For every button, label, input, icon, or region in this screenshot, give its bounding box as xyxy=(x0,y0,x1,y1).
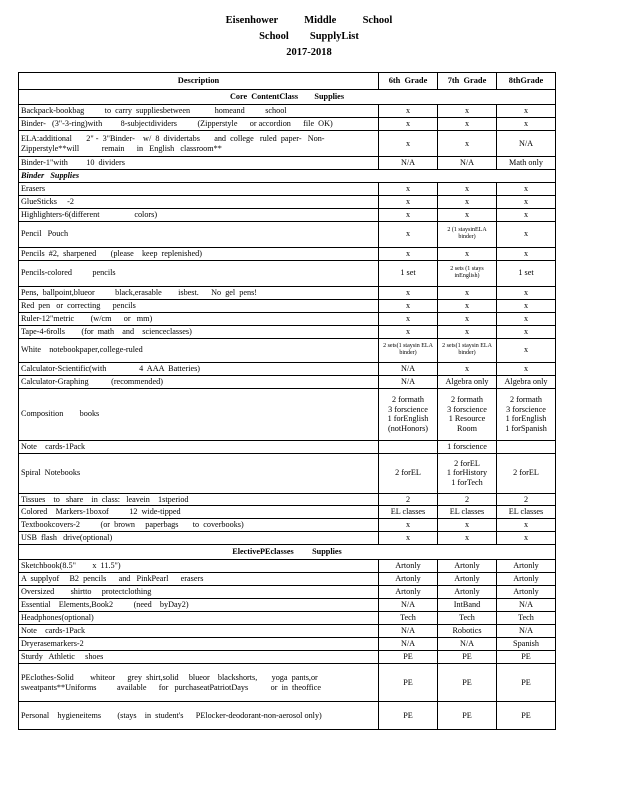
table-row xyxy=(19,105,556,118)
table-row xyxy=(19,118,556,131)
grade-6-value: EL classes xyxy=(379,506,438,519)
grade-6-value xyxy=(379,440,438,453)
grade-7-value: EL classes xyxy=(438,506,497,519)
grade-6-value: N/A xyxy=(379,638,438,651)
grade-6-value: x xyxy=(379,105,438,118)
table-row xyxy=(19,453,556,493)
item-description: Backpack-bookbag to carry suppliesbetween homeand school xyxy=(19,105,379,118)
supply-table xyxy=(18,72,556,730)
section-header-row xyxy=(19,545,556,560)
table-row xyxy=(19,312,556,325)
grade-6-value: x xyxy=(379,247,438,260)
grade-6-value: Artonly xyxy=(379,573,438,586)
grade-6-value: N/A xyxy=(379,375,438,388)
grade-7-value: x xyxy=(438,131,497,157)
item-description: Spiral Notebooks xyxy=(19,453,379,493)
grade-7-value: Algebra only xyxy=(438,375,497,388)
item-description: Composition books xyxy=(19,388,379,440)
table-row xyxy=(19,625,556,638)
grade-7-value: PE xyxy=(438,651,497,664)
grade-7-value: Artonly xyxy=(438,573,497,586)
grade-6-value: N/A xyxy=(379,599,438,612)
item-description: A supplyof B2 pencils and PinkPearl erasers xyxy=(19,573,379,586)
table-row xyxy=(19,532,556,545)
grade-8-value: N/A xyxy=(497,131,556,157)
table-row xyxy=(19,440,556,453)
table-row xyxy=(19,519,556,532)
table-row xyxy=(19,506,556,519)
grade-6-value: x xyxy=(379,221,438,247)
table-row xyxy=(19,493,556,506)
grade-8-value: x xyxy=(497,195,556,208)
item-description: Colored Markers-1boxof 12 wide-tipped xyxy=(19,506,379,519)
table-row xyxy=(19,599,556,612)
table-row xyxy=(19,195,556,208)
grade-7-value: PE xyxy=(438,702,497,730)
table-row xyxy=(19,208,556,221)
table-row xyxy=(19,638,556,651)
table-row xyxy=(19,388,556,440)
grade-8-value: EL classes xyxy=(497,506,556,519)
grade-7-value: PE xyxy=(438,664,497,702)
grade-8-value: PE xyxy=(497,651,556,664)
item-description: White notebookpaper,college-ruled xyxy=(19,338,379,362)
grade-6-value: Artonly xyxy=(379,586,438,599)
table-row xyxy=(19,362,556,375)
item-description: Pens, ballpoint,blueor black,erasable isbest. No gel pens! xyxy=(19,286,379,299)
item-description: Highlighters-6(different colors) xyxy=(19,208,379,221)
table-row xyxy=(19,131,556,157)
item-description: Red pen or correcting pencils xyxy=(19,299,379,312)
table-row xyxy=(19,221,556,247)
grade-8-value: x xyxy=(497,118,556,131)
column-header-6th-grade: 6th Grade xyxy=(379,73,438,90)
grade-6-value: 2 xyxy=(379,493,438,506)
item-description: GlueSticks -2 xyxy=(19,195,379,208)
grade-6-value: x xyxy=(379,299,438,312)
grade-7-value: x xyxy=(438,532,497,545)
table-row xyxy=(19,157,556,170)
grade-7-value: x xyxy=(438,118,497,131)
grade-8-value: x xyxy=(497,338,556,362)
item-description: Erasers xyxy=(19,182,379,195)
table-row xyxy=(19,651,556,664)
grade-7-value: 2 sets(1 staysin ELA binder) xyxy=(438,338,497,362)
item-description: Ruler-12"metric (w/cm or mm) xyxy=(19,312,379,325)
grade-7-value: 2 formath 3 forscience 1 Resource Room xyxy=(438,388,497,440)
table-row xyxy=(19,375,556,388)
grade-8-value: PE xyxy=(497,664,556,702)
grade-6-value: x xyxy=(379,286,438,299)
item-description: Tissues to share in class: leavein 1stperiod xyxy=(19,493,379,506)
table-row xyxy=(19,612,556,625)
grade-6-value: Tech xyxy=(379,612,438,625)
grade-6-value: 2 forEL xyxy=(379,453,438,493)
grade-6-value: x xyxy=(379,182,438,195)
grade-6-value: N/A xyxy=(379,157,438,170)
table-row xyxy=(19,338,556,362)
grade-8-value: 2 formath 3 forscience 1 forEnglish 1 forSpanish xyxy=(497,388,556,440)
item-description: Dryerasemarkers-2 xyxy=(19,638,379,651)
grade-8-value: x xyxy=(497,299,556,312)
grade-7-value: x xyxy=(438,519,497,532)
grade-6-value: PE xyxy=(379,702,438,730)
grade-7-value: x xyxy=(438,247,497,260)
table-row xyxy=(19,560,556,573)
table-row xyxy=(19,286,556,299)
grade-7-value: Robotics xyxy=(438,625,497,638)
grade-8-value: 1 set xyxy=(497,260,556,286)
grade-8-value: PE xyxy=(497,702,556,730)
grade-6-value: PE xyxy=(379,664,438,702)
grade-7-value: Tech xyxy=(438,612,497,625)
column-header-8th-grade: 8thGrade xyxy=(497,73,556,90)
item-description: PEclothes-Solid whiteor grey shirt,solid blueor blackshorts, yoga pants,or sweatpants**Uniforms available for purchaseatPatriotDays or in theoffice xyxy=(19,664,379,702)
grade-7-value: x xyxy=(438,182,497,195)
item-description: Personal hygieneitems (stays in student's PElocker-deodorant-non-aerosol only) xyxy=(19,702,379,730)
grade-7-value: 2 (1 staysinELA binder) xyxy=(438,221,497,247)
grade-8-value: x xyxy=(497,247,556,260)
grade-7-value: 2 forEL 1 forHistory 1 forTech xyxy=(438,453,497,493)
grade-7-value: x xyxy=(438,208,497,221)
grade-8-value: Math only xyxy=(497,157,556,170)
grade-7-value: x xyxy=(438,299,497,312)
grade-7-value: x xyxy=(438,312,497,325)
grade-6-value: x xyxy=(379,118,438,131)
column-header-description: Description xyxy=(19,73,379,90)
item-description: USB flash drive(optional) xyxy=(19,532,379,545)
school-name: Eisenhower Middle School xyxy=(225,15,393,26)
grade-8-value: x xyxy=(497,105,556,118)
grade-8-value: x xyxy=(497,519,556,532)
table-row xyxy=(19,182,556,195)
grade-7-value: IntBand xyxy=(438,599,497,612)
table-row xyxy=(19,702,556,730)
item-description: Oversized shirtto protectclothing xyxy=(19,586,379,599)
grade-8-value: x xyxy=(497,286,556,299)
grade-8-value: Spanish xyxy=(497,638,556,651)
grade-7-value: 1 forscience xyxy=(438,440,497,453)
item-description: Calculator-Scientific(with 4 AAA Batteries) xyxy=(19,362,379,375)
section-title: ElectivePEclasses Supplies xyxy=(19,545,556,560)
grade-6-value: x xyxy=(379,532,438,545)
item-description: Pencils-colored pencils xyxy=(19,260,379,286)
item-description: Textbookcovers-2 (or brown paperbags to coverbooks) xyxy=(19,519,379,532)
grade-6-value: x xyxy=(379,312,438,325)
table-row xyxy=(19,664,556,702)
table-row xyxy=(19,586,556,599)
table-row xyxy=(19,247,556,260)
grade-8-value: N/A xyxy=(497,599,556,612)
grade-7-value: x xyxy=(438,195,497,208)
grade-8-value: 2 forEL xyxy=(497,453,556,493)
grade-6-value: x xyxy=(379,208,438,221)
table-header-row xyxy=(19,73,556,90)
grade-8-value xyxy=(497,440,556,453)
grade-7-value: N/A xyxy=(438,157,497,170)
grade-7-value: x xyxy=(438,286,497,299)
table-row xyxy=(19,573,556,586)
grade-8-value: x xyxy=(497,362,556,375)
grade-8-value: Tech xyxy=(497,612,556,625)
grade-7-value: x xyxy=(438,362,497,375)
grade-6-value: N/A xyxy=(379,362,438,375)
item-description: Note cards-1Pack xyxy=(19,440,379,453)
document-title: School SupplyList xyxy=(259,31,359,42)
grade-8-value: x xyxy=(497,532,556,545)
grade-7-value: 2 xyxy=(438,493,497,506)
subsection-title: Binder Supplies xyxy=(19,170,556,183)
item-description: Headphones(optional) xyxy=(19,612,379,625)
grade-8-value: x xyxy=(497,182,556,195)
column-header-7th-grade: 7th Grade xyxy=(438,73,497,90)
grade-6-value: N/A xyxy=(379,625,438,638)
grade-7-value: Artonly xyxy=(438,586,497,599)
item-description: Essential Elements,Book2 (need byDay2) xyxy=(19,599,379,612)
item-description: Sturdy Athletic shoes xyxy=(19,651,379,664)
item-description: Note cards-1Pack xyxy=(19,625,379,638)
grade-7-value: Artonly xyxy=(438,560,497,573)
item-description: Sketchbook(8.5" x 11.5") xyxy=(19,560,379,573)
subsection-row xyxy=(19,170,556,183)
item-description: Pencil Pouch xyxy=(19,221,379,247)
item-description: Calculator-Graphing (recommended) xyxy=(19,375,379,388)
grade-6-value: 2 sets(1 staysin ELA binder) xyxy=(379,338,438,362)
grade-6-value: x xyxy=(379,131,438,157)
grade-7-value: x xyxy=(438,325,497,338)
grade-8-value: Artonly xyxy=(497,560,556,573)
grade-8-value: x xyxy=(497,221,556,247)
grade-8-value: x xyxy=(497,312,556,325)
grade-7-value: 2 sets (1 stays inEnglish) xyxy=(438,260,497,286)
item-description: ELA:additional 2" - 3"Binder- w/ 8 dividertabs and college ruled paper- Non-Zipperstyle**will remain in English classroom** xyxy=(19,131,379,157)
table-row xyxy=(19,299,556,312)
item-description: Binder-1"with 10 dividers xyxy=(19,157,379,170)
grade-6-value: x xyxy=(379,325,438,338)
grade-6-value: x xyxy=(379,519,438,532)
grade-8-value: Algebra only xyxy=(497,375,556,388)
grade-6-value: 1 set xyxy=(379,260,438,286)
item-description: Tape-4-6rolls (for math and scienceclasses) xyxy=(19,325,379,338)
grade-8-value: Artonly xyxy=(497,573,556,586)
grade-8-value: x xyxy=(497,208,556,221)
school-year: 2017-2018 xyxy=(286,47,332,58)
grade-7-value: N/A xyxy=(438,638,497,651)
grade-7-value: x xyxy=(438,105,497,118)
grade-6-value: PE xyxy=(379,651,438,664)
section-header-row xyxy=(19,90,556,105)
grade-8-value: Artonly xyxy=(497,586,556,599)
grade-6-value: Artonly xyxy=(379,560,438,573)
grade-6-value: x xyxy=(379,195,438,208)
section-title: Core ContentClass Supplies xyxy=(19,90,556,105)
item-description: Binder- (3"-3-ring)with 8-subjectdividers (Zipperstyle or accordion file OK) xyxy=(19,118,379,131)
grade-8-value: x xyxy=(497,325,556,338)
grade-6-value: 2 formath 3 forscience 1 forEnglish (notHonors) xyxy=(379,388,438,440)
grade-8-value: N/A xyxy=(497,625,556,638)
table-row xyxy=(19,325,556,338)
table-row xyxy=(19,260,556,286)
grade-8-value: 2 xyxy=(497,493,556,506)
item-description: Pencils #2, sharpened (please keep replenished) xyxy=(19,247,379,260)
